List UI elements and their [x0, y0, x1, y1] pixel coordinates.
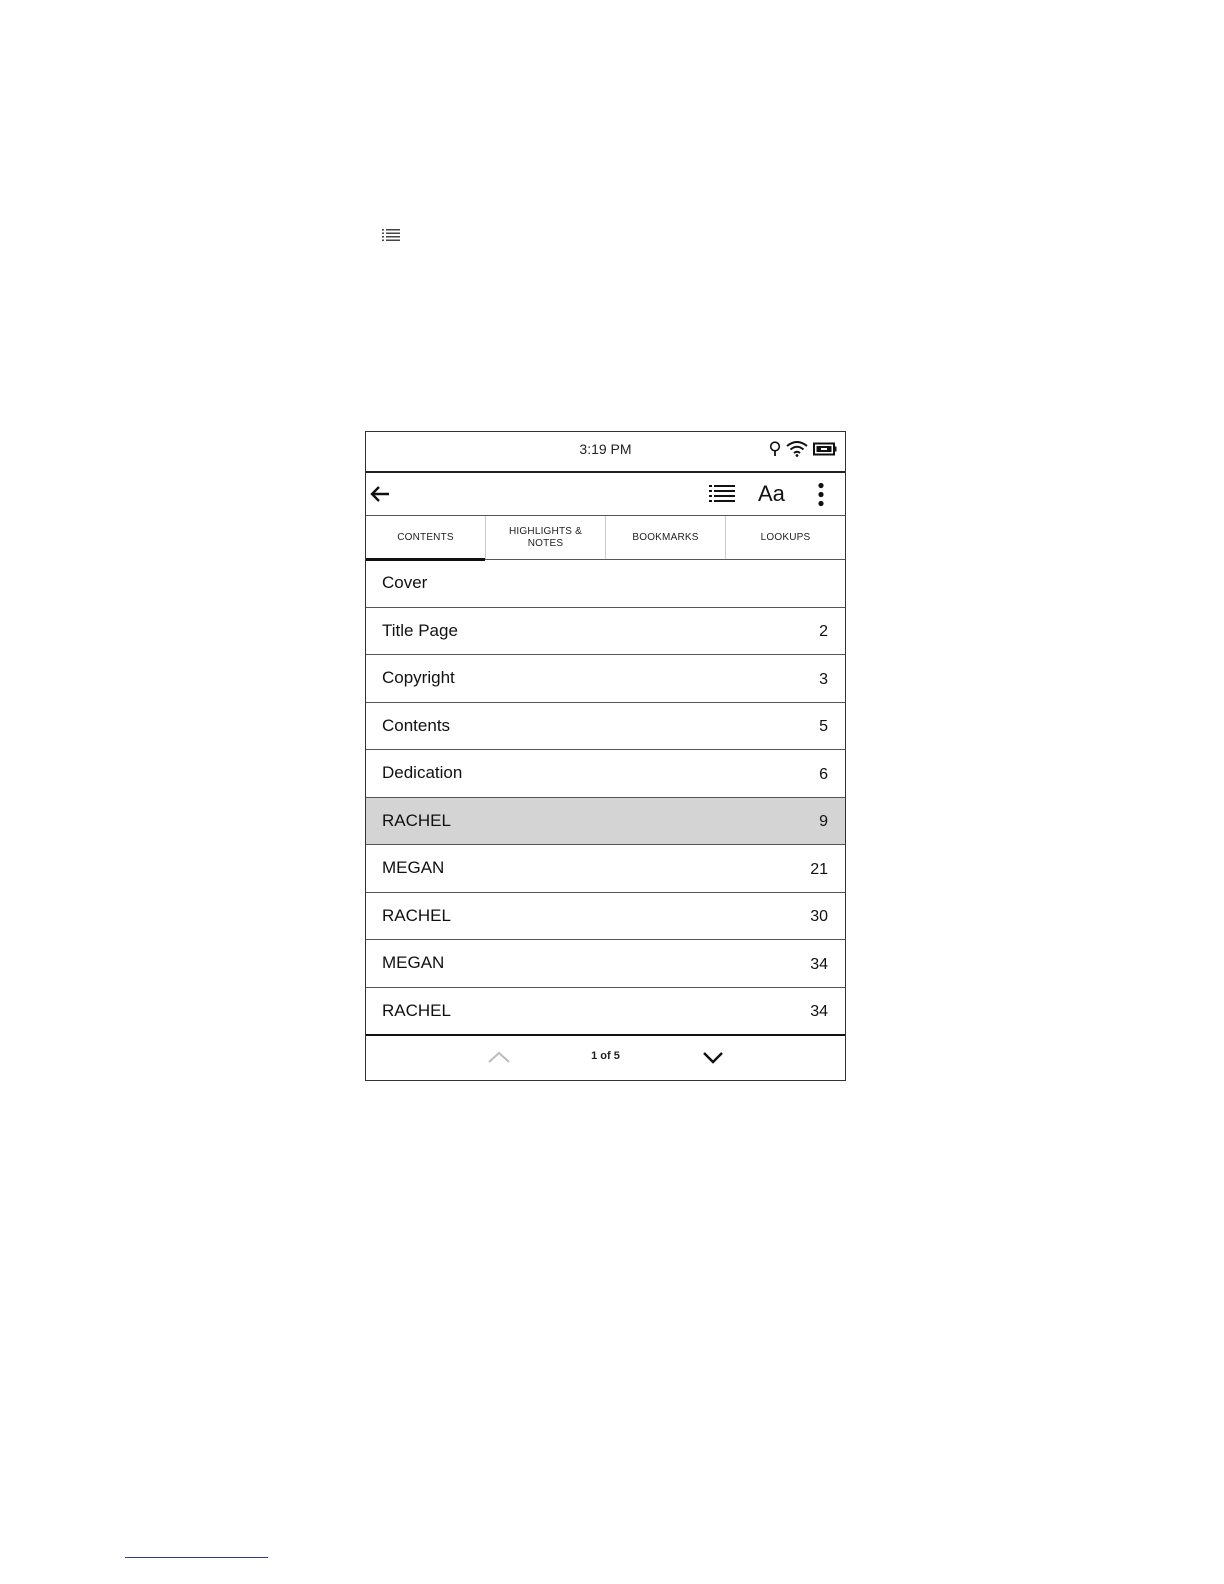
tab-highlights-notes[interactable]: HIGHLIGHTS & NOTES: [486, 516, 606, 559]
toc-item-page: 9: [819, 813, 828, 831]
toc-item[interactable]: [366, 608, 845, 656]
toc-item[interactable]: [366, 940, 845, 988]
toc-item-title: Contents: [382, 715, 451, 735]
toc-item-page: 5: [819, 718, 828, 736]
tab-lookups[interactable]: LOOKUPS: [760, 531, 811, 543]
kindle-screen: [365, 431, 846, 1081]
reader-toolbar: [366, 473, 845, 516]
more-options-icon[interactable]: [816, 482, 826, 508]
toc-item-title: Title Page: [382, 620, 458, 640]
tab-bookmarks[interactable]: BOOKMARKS: [606, 516, 726, 559]
back-arrow-icon[interactable]: [369, 484, 391, 504]
font-settings-icon[interactable]: Aa: [758, 481, 785, 506]
toc-item-page: 21: [810, 860, 828, 878]
toc-item[interactable]: [366, 988, 845, 1037]
toc-item-page: 34: [810, 955, 828, 973]
toc-item-page: 2: [819, 623, 828, 641]
toc-item-title: Cover: [382, 573, 428, 593]
toc-item-title: MEGAN: [382, 858, 445, 878]
status-bar: [366, 432, 845, 473]
toc-item[interactable]: [366, 655, 845, 703]
toc-item-page: 6: [819, 765, 828, 783]
status-time: 3:19 PM: [579, 441, 632, 457]
toc-item[interactable]: [366, 750, 845, 798]
tab-contents[interactable]: CONTENTS: [366, 516, 486, 559]
toc-item-title: RACHEL: [382, 1000, 451, 1020]
toc-item-title: RACHEL: [382, 810, 451, 830]
toc-item-title: RACHEL: [382, 905, 451, 925]
reader-tabs: [366, 516, 845, 560]
battery-icon: [813, 442, 837, 456]
toc-item-title: Copyright: [382, 668, 455, 688]
pagination-footer: [366, 1036, 845, 1080]
toc-item-selected[interactable]: [366, 798, 845, 846]
toc-item-title: MEGAN: [382, 953, 445, 973]
wifi-icon: [786, 441, 808, 457]
table-of-contents-icon[interactable]: [709, 484, 735, 504]
list-icon: [382, 228, 400, 243]
table-of-contents-list: [366, 560, 845, 1036]
toc-item[interactable]: [366, 845, 845, 893]
toc-item-page: 30: [810, 908, 828, 926]
footnote-rule: [125, 1557, 268, 1558]
toc-item[interactable]: [366, 893, 845, 941]
toc-item[interactable]: [366, 560, 845, 608]
toc-item[interactable]: [366, 703, 845, 751]
toc-item-title: Dedication: [382, 763, 463, 783]
status-icons: [769, 441, 837, 457]
page-indicator: 1 of 5: [591, 1050, 620, 1062]
lightbulb-icon: [769, 441, 781, 457]
toc-item-page: 3: [819, 670, 828, 688]
toc-item-page: 34: [810, 1003, 828, 1021]
chevron-down-icon[interactable]: [702, 1050, 724, 1064]
